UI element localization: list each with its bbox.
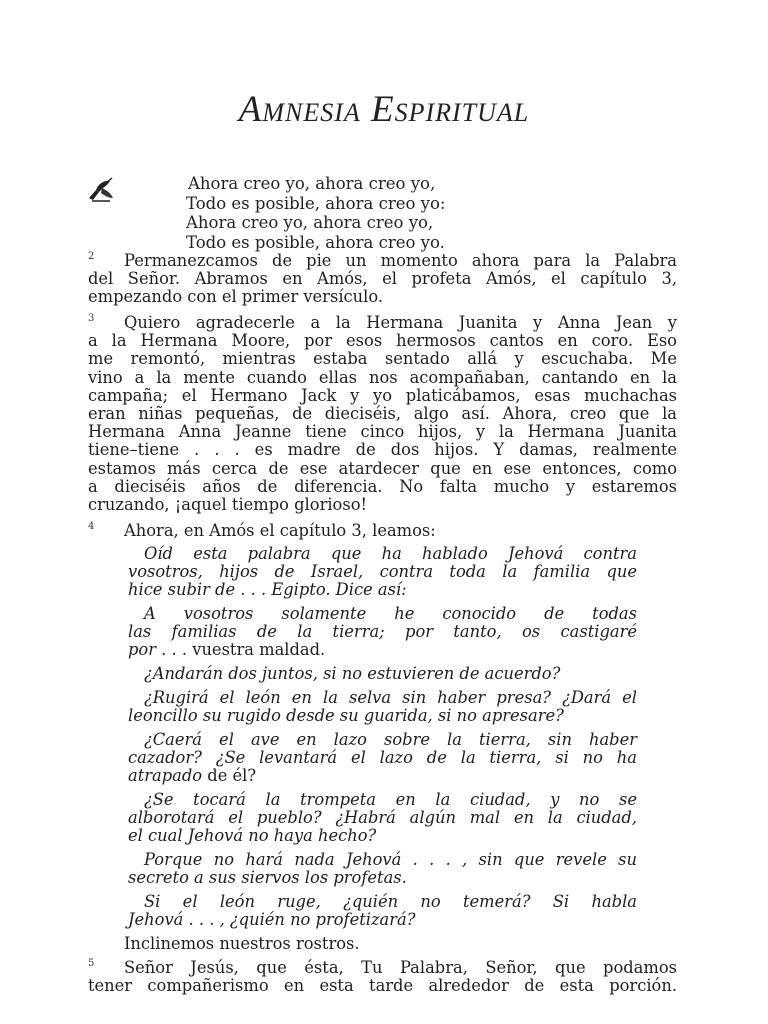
paragraph-line: me remontó, mientras estaba sentado allá y escuchaba. Me xyxy=(88,349,677,369)
paragraph-line: Permanezcamos de pie un momento ahora para la Palabra xyxy=(124,251,677,270)
paragraph-number: 5 xyxy=(88,958,95,969)
verse-line xyxy=(128,767,637,785)
scripture-verse xyxy=(128,893,637,929)
scripture-verse xyxy=(128,851,637,887)
verse-line: las familias de la tierra; por tanto, os castigaré xyxy=(128,622,637,642)
verse-line: ¿Caerá el ave en lazo sobre la tierra, sin haber xyxy=(144,730,637,749)
verse-line: Porque no hará nada Jehová . . . , sin que revele su xyxy=(144,850,637,869)
paragraph-line: a dieciséis años de diferencia. No falta mucho y estaremos xyxy=(88,476,677,496)
paragraph-number: 2 xyxy=(88,251,95,262)
verse-text: atrapado xyxy=(128,766,208,786)
writing-hand-icon xyxy=(86,176,116,204)
verse-text: por . . . xyxy=(128,640,193,660)
paragraph-line: cruzando, ¡aquel tiempo glorioso! xyxy=(88,494,368,514)
paragraph-line: del Señor. Abramos en Amós, el profeta Amós, el capítulo 3, xyxy=(88,269,677,289)
paragraph-line: vino a la mente cuando ellas nos acompañaban, cantando en la xyxy=(88,367,677,387)
scripture-verse xyxy=(128,731,637,786)
paragraph-line: Inclinemos nuestros rostros. xyxy=(124,934,360,953)
verse-line: el cual Jehová no haya hecho? xyxy=(128,826,377,846)
song-line: Ahora creo yo, ahora creo yo, xyxy=(186,213,434,232)
paragraph-4 xyxy=(88,522,677,540)
paragraph-line: campaña; el Hermano Jack y yo platicábamos, esas muchachas xyxy=(88,385,677,405)
verse-line: A vosotros solamente he conocido de todas xyxy=(144,604,637,623)
verse-line: ¿Se tocará la trompeta en la ciudad, y no se xyxy=(144,790,637,809)
page-title: Amnesia Espiritual xyxy=(238,89,530,130)
scripture-verse xyxy=(128,545,637,600)
paragraph-line: Quiero agradecerle a la Hermana Juanita y Anna Jean y xyxy=(124,313,677,332)
verse-tail: vuestra maldad. xyxy=(192,640,326,660)
verse-line: alborotará el pueblo? ¿Habrá algún mal en la ciudad, xyxy=(128,808,637,828)
closing-line xyxy=(88,935,677,953)
paragraph-2 xyxy=(88,252,677,307)
scripture-verse xyxy=(128,665,637,683)
scripture-verse xyxy=(128,605,637,660)
song-line: Todo es posible, ahora creo yo. xyxy=(186,232,445,252)
paragraph-5 xyxy=(88,959,677,995)
verse-line: Oíd esta palabra que ha hablado Jehová contra xyxy=(144,544,637,563)
verse-line: cazador? ¿Se levantará el lazo de la tierra, si no ha xyxy=(128,748,637,768)
verse-line: leoncillo su rugido desde su guarida, si no apresare? xyxy=(128,706,564,726)
verse-line: ¿Andarán dos juntos, si no estuvieren de acuerdo? xyxy=(144,664,561,683)
song-line: Ahora creo yo, ahora creo yo, xyxy=(188,174,436,193)
paragraph-line: empezando con el primer versículo. xyxy=(88,287,384,307)
verse-line xyxy=(128,641,637,659)
scripture-verse xyxy=(128,791,637,846)
paragraph-line: Señor Jesús, que ésta, Tu Palabra, Señor, que podamos xyxy=(124,958,677,977)
verse-line: secreto a sus siervos los profetas. xyxy=(128,868,407,888)
verse-line: hice subir de . . . Egipto. Dice así: xyxy=(128,580,407,600)
verse-line: Jehová . . . , ¿quién no profetizará? xyxy=(128,910,416,930)
paragraph-line: eran niñas pequeñas, de dieciséis, algo así. Ahora, creo que la xyxy=(88,403,677,423)
paragraph-line: tener compañerismo en esta tarde alrededor de esta porción. xyxy=(88,976,677,996)
paragraph-number: 4 xyxy=(88,521,95,532)
song-lyrics xyxy=(186,174,445,252)
paragraph-line: a la Hermana Moore, por esos hermosos cantos en coro. Eso xyxy=(88,331,677,351)
paragraph-line: estamos más cerca de ese atardecer que en ese entonces, como xyxy=(88,458,677,478)
verse-tail: de él? xyxy=(207,766,257,786)
paragraph-line: Hermana Anna Jeanne tiene cinco hijos, y la Hermana Juanita xyxy=(88,422,677,442)
scripture-verse xyxy=(128,689,637,725)
verse-line: Si el león ruge, ¿quién no temerá? Si habla xyxy=(144,892,637,911)
song-line: Todo es posible, ahora creo yo: xyxy=(186,193,446,213)
verse-line: ¿Rugirá el león en la selva sin haber presa? ¿Dará el xyxy=(144,688,637,707)
paragraph-number: 3 xyxy=(88,313,95,324)
paragraph-3 xyxy=(88,314,677,514)
paragraph-line: Ahora, en Amós el capítulo 3, leamos: xyxy=(124,521,436,540)
paragraph-line: tiene–tiene . . . es madre de dos hijos. Y damas, realmente xyxy=(88,440,677,460)
verse-line: vosotros, hijos de Israel, contra toda la familia que xyxy=(128,562,637,582)
